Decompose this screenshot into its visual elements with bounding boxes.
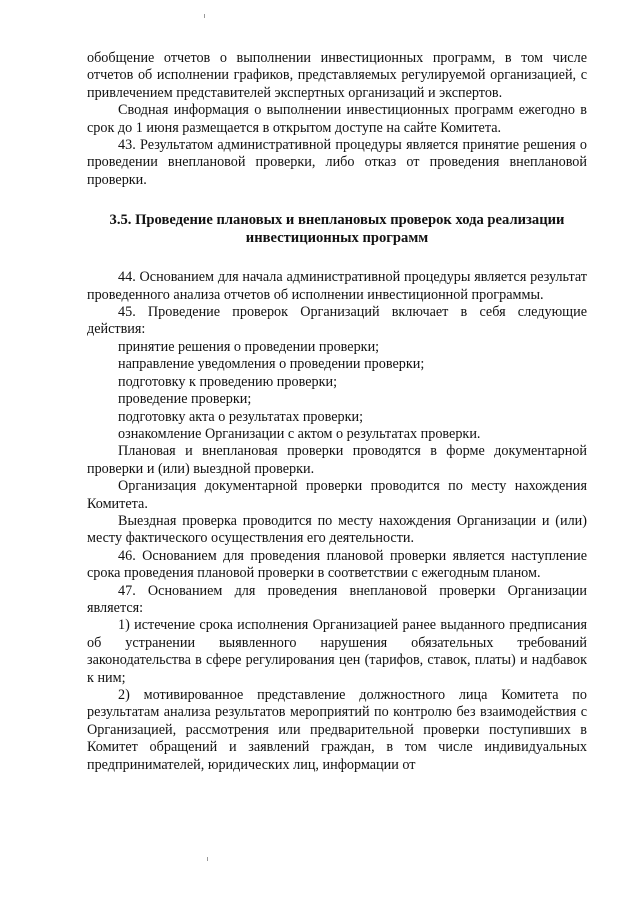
paragraph-46: 46. Основанием для проведения плановой проверки является наступление срока проведения плановой проверки в соответствии с ежегодным планом. xyxy=(87,547,587,582)
paragraph-47-item-1: 1) истечение срока исполнения Организацией ранее выданного предписания об устранении выявленного нарушения обязательных требований законодательства в сфере регулирования цен (тарифов, ставок, платы) и надбавок к ним; xyxy=(87,617,587,686)
paragraph-continuation: обобщение отчетов о выполнении инвестиционных программ, в том числе отчетов об исполнении графиков, представляемых регулируемой организацией, с привлечением представителей экспертных организаций и экспертов. xyxy=(87,50,587,101)
action-item: подготовку акта о результатах проверки; xyxy=(118,408,364,425)
action-item: подготовку к проведению проверки; xyxy=(118,373,338,390)
action-item: ознакомление Организации с актом о результатах проверки. xyxy=(118,425,481,442)
paragraph-44: 44. Основанием для начала административной процедуры является результат проведенного анализа отчетов об исполнении инвестиционной программы. xyxy=(87,269,587,303)
paragraph-45: 45. Проведение проверок Организаций включает в себя следующие действия: xyxy=(87,304,587,338)
paragraph-47: 47. Основанием для проведения внеплановой проверки Организации является: xyxy=(87,582,587,616)
action-item: направление уведомления о проведении проверки; xyxy=(118,356,425,373)
paragraph-documentary-inspection: Организация документарной проверки проводится по месту нахождения Комитета. xyxy=(87,478,587,512)
action-item: проведение проверки; xyxy=(118,391,252,408)
scan-speck xyxy=(207,857,208,861)
paragraph-43: 43. Результатом административной процедуры является принятие решения о проведении внеплановой проверки, либо отказ от проведения внеплановой проверки. xyxy=(87,137,587,188)
section-heading-3-5: 3.5. Проведение плановых и внеплановых проверок хода реализации инвестиционных программ xyxy=(109,212,565,247)
paragraph-onsite-inspection: Выездная проверка проводится по месту нахождения Организации и (или) месту фактического осуществления его деятельности. xyxy=(87,512,587,547)
document-body xyxy=(87,50,587,774)
scan-speck xyxy=(204,14,205,18)
paragraph-inspection-forms: Плановая и внеплановая проверки проводятся в форме документарной проверки и (или) выездной проверки. xyxy=(87,443,587,477)
action-item: принятие решения о проведении проверки; xyxy=(118,338,380,355)
paragraph-summary-info: Сводная информация о выполнении инвестиционных программ ежегодно в срок до 1 июня размещается в открытом доступе на сайте Комитета. xyxy=(87,102,587,136)
paragraph-47-item-2: 2) мотивированное представление должностного лица Комитета по результатам анализа результатов мероприятий по контролю без взаимодействия с Организацией, рассмотрения или предварительной проверки поступивших в Комитет обращений и заявлений граждан, в том числе индивидуальных предпринимателей, юридических лиц, информации от xyxy=(87,687,587,773)
